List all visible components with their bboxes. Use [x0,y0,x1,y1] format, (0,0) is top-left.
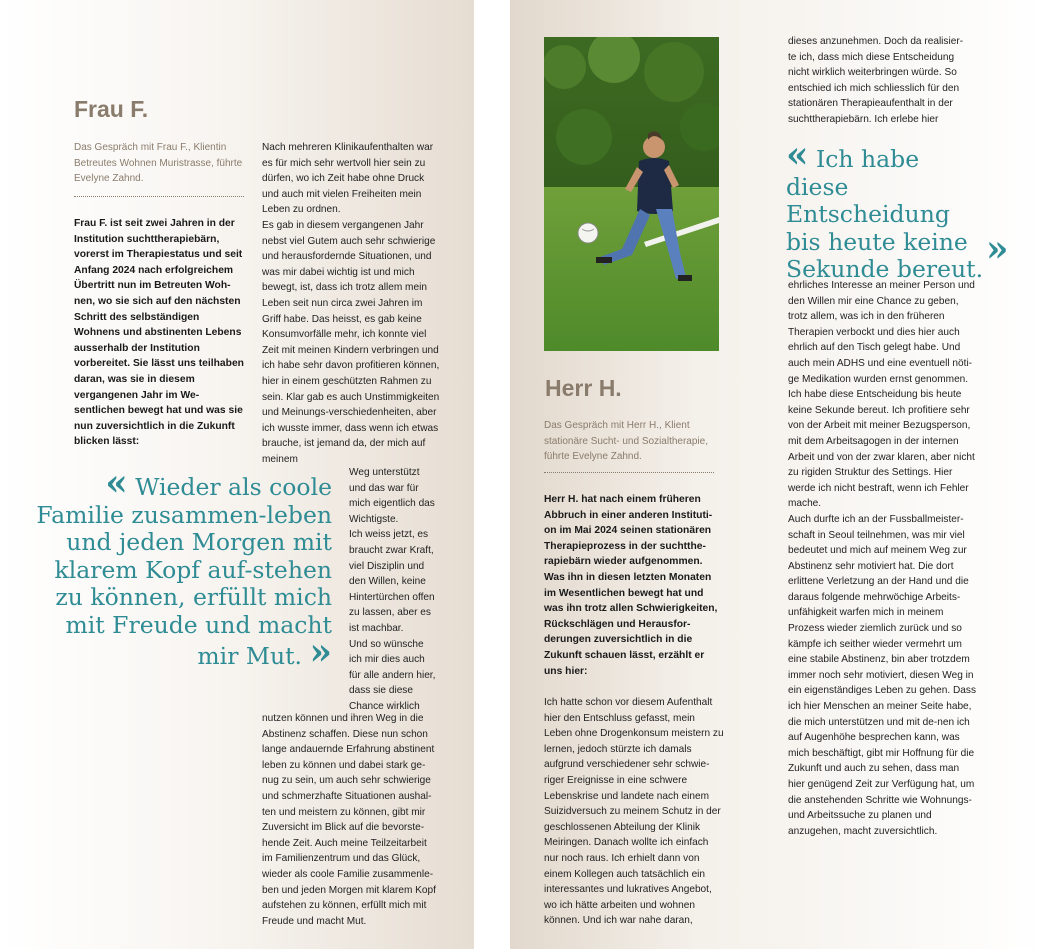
left-pull-quote [36,462,332,673]
right-page [510,0,1045,949]
football-photo-illustration [544,37,719,351]
open-quote-icon: « [105,462,128,504]
left-body-bottom: nutzen können und ihren Weg in die Abstinenz schaffen. Diese nun schon lange andauernde Erfahrung abstinent leben zu können und dabei stark ge-nug zu sein, um auch sehr schwierige und schmerzhafte Situationen aushal-ten und meistern zu können, gibt mir Zuversicht im Blick auf die bevorste-hende Zeit. Auch meine Teilzeitarbeit im Familienzentrum und das Glück, wieder als coole Familie zusammenle-ben und jeden Morgen mit klarem Kopf aufstehen zu können, erfüllt mich mit Freude und macht Mut. [262,713,436,927]
right-body-top: dieses anzunehmen. Doch da realisier-te ich, dass mich diese Entscheidung nicht wirklich weiterbringen würde. So entschied ich mich schliesslich für den stationären Therapieaufenthalt in der suchttherapiebärn. Ich erlebe hier [788,36,964,125]
right-divider [544,472,714,473]
right-body-left: Ich hatte schon vor diesem Aufenthalt hier den Entschluss gefasst, mein Leben ohne Drogenkonsum meistern zu lernen, jedoch stürzte ich damals aufgrund verschiedener sehr schwie-riger Ereignisse in eine schwere Lebenskrise und landete nach einem Suizidversuch zu meinem Schutz in der geschlossenen Abteilung der Klinik Meiringen. Danach wollte ich einfach nur noch raus. Ich erhielt dann von einem Kollegen auch tatsächlich ein interessantes und lukratives Angebot, wo ich hätte arbeiten und wohnen können. Und ich war nahe daran, [544,697,724,927]
left-body-top: Nach mehreren Klinikaufenthalten war es für mich sehr wertvoll hier sein zu dürfen, wo ich Zeit habe ohne Druck und auch mit vielen Freiheiten mein Leben zu ordnen. Es gab in diesem vergangenen Jahr nebst viel Gutem auch sehr schwierige und herausfordernde Situationen, und was mir dabei wichtig ist und mich bewegt, ist, dass ich trotz allem mein Leben seit nun circa zwei Jahren im Griff habe. Das heisst, es gab keine Konsumvorfälle mehr, ich konnte viel Zeit mit meinen Kindern verbringen und ich habe sehr davon profitieren können, hier in einem geschützten Rahmen zu sein. Klar gab es auch Unstimmigkeiten und Meinungs-verschiedenheiten, aber ich wusste immer, dass wenn ich etwas brauche, ist jemand da, der mich auf meinem [262,142,440,465]
left-heading: Frau F. [74,96,149,122]
left-lead: Frau F. ist seit zwei Jahren in der Institution suchttherapiebärn, vorerst im Therapiestatus und seit Anfang 2024 nach erfolgreichem Übertritt nun im Betreuten Woh-nen, wo sie sich auf den nächsten Schritt des selbständigen Wohnens und abstinenten Lebens ausserhalb der Institution vorbereitet. Sie lässt uns teilhaben daran, was sie in diesem vergangenen Jahr im We-sentlichen bewegt hat und was sie nun zuversichtlich in die Zukunft blicken lässt: [74,218,244,448]
right-heading: Herr H. [545,375,622,401]
right-lead: Herr H. hat nach einem früheren Abbruch in einer anderen Instituti-on im Mai 2024 seinen stationären Therapieprozess in der suchtthe-rapiebärn wieder aufgenommen. Was ihn in diesen letzten Monaten im Wesentlichen bewegt hat und was ihn trotz allen Schwierigkeiten, Rückschlägen und Herausfor-derungen zuversichtlich in die Zukunft schauen lässt, erzählt er uns hier: [544,494,718,677]
football-photo [544,37,719,351]
close-quote-icon: » [986,228,1009,270]
left-body-narrow: Weg unterstützt und das war für mich eigentlich das Wichtigste. Ich weiss jetzt, es braucht zwar Kraft, viel Disziplin und den Willen, keine Hintertürchen offen zu lassen, aber es ist machbar. Und so wünsche ich mir dies auch für alle andern hier, dass sie diese Chance wirklich [349,467,436,712]
left-meta: Das Gespräch mit Frau F., Klientin Betreutes Wohnen Muristrasse, führte Evelyne Zahnd. [74,142,243,185]
open-quote-icon: « [786,134,809,176]
right-pull-quote [786,134,1016,284]
right-quote-text: Ich habe diese Entscheidung bis heute keine Sekunde bereut. [786,145,984,283]
left-page [0,0,474,949]
left-divider [74,196,244,197]
close-quote-icon: » [309,631,332,673]
right-meta: Das Gespräch mit Herr H., Klient stationäre Sucht- und Sozialtherapie, führte Evelyne Zahnd. [544,420,708,463]
left-quote-text: Wieder als coole Familie zusammen-leben und jeden Morgen mit klarem Kopf auf-stehen zu können, erfüllt mich mit Freude und macht mir Mut. [36,473,332,670]
right-body-bottom: ehrliches Interesse an meiner Person und den Willen mir eine Chance zu geben, trotz allem, was ich in den früheren Therapien verbockt und dies hier auch ehrlich auf den Tisch gelegt habe. Und auch mein ADHS und eine eventuell nöti-ge Medikation wurden ernst genommen. Ich habe diese Entscheidung bis heute keine Sekunde bereut. Ich profitiere sehr von der Arbeit mit meiner Bezugsperson, mit dem Arbeitsagogen in der internen Arbeit und von der zwar klaren, aber nicht zu rigiden Struktur des Settings. Hier werde ich nicht bestraft, wenn ich Fehler mache. Auch durfte ich an der Fussballmeister-schaft in Seoul teilnehmen, was mir viel bedeutet und mich auf meinem Weg zur Abstinenz sehr motiviert hat. Die dort erlittene Verletzung an der Hand und die daraus folgende mehrwöchige Arbeits-unfähigkeit warfen mich in meinem Prozess wieder ziemlich zurück und so kämpfe ich seither wieder vermehrt um eine stabile Abstinenz, bin aber trotzdem immer noch sehr motiviert, diesen Weg in ein eigenständiges Leben zu gehen. Dass ich hier Menschen an meiner Seite habe, die mich unterstützen und mit de-nen ich auf Augenhöhe besprechen kann, was mich beschäftigt, gibt mir Hoffnung für die Zukunft und auch zu sehen, dass man hier genügend Zeit zur Verfügung hat, um die anstehenden Schritte wie Wohnungs- und Arbeitssuche zu planen und anzugehen, macht zuversichtlich. [788,280,976,837]
